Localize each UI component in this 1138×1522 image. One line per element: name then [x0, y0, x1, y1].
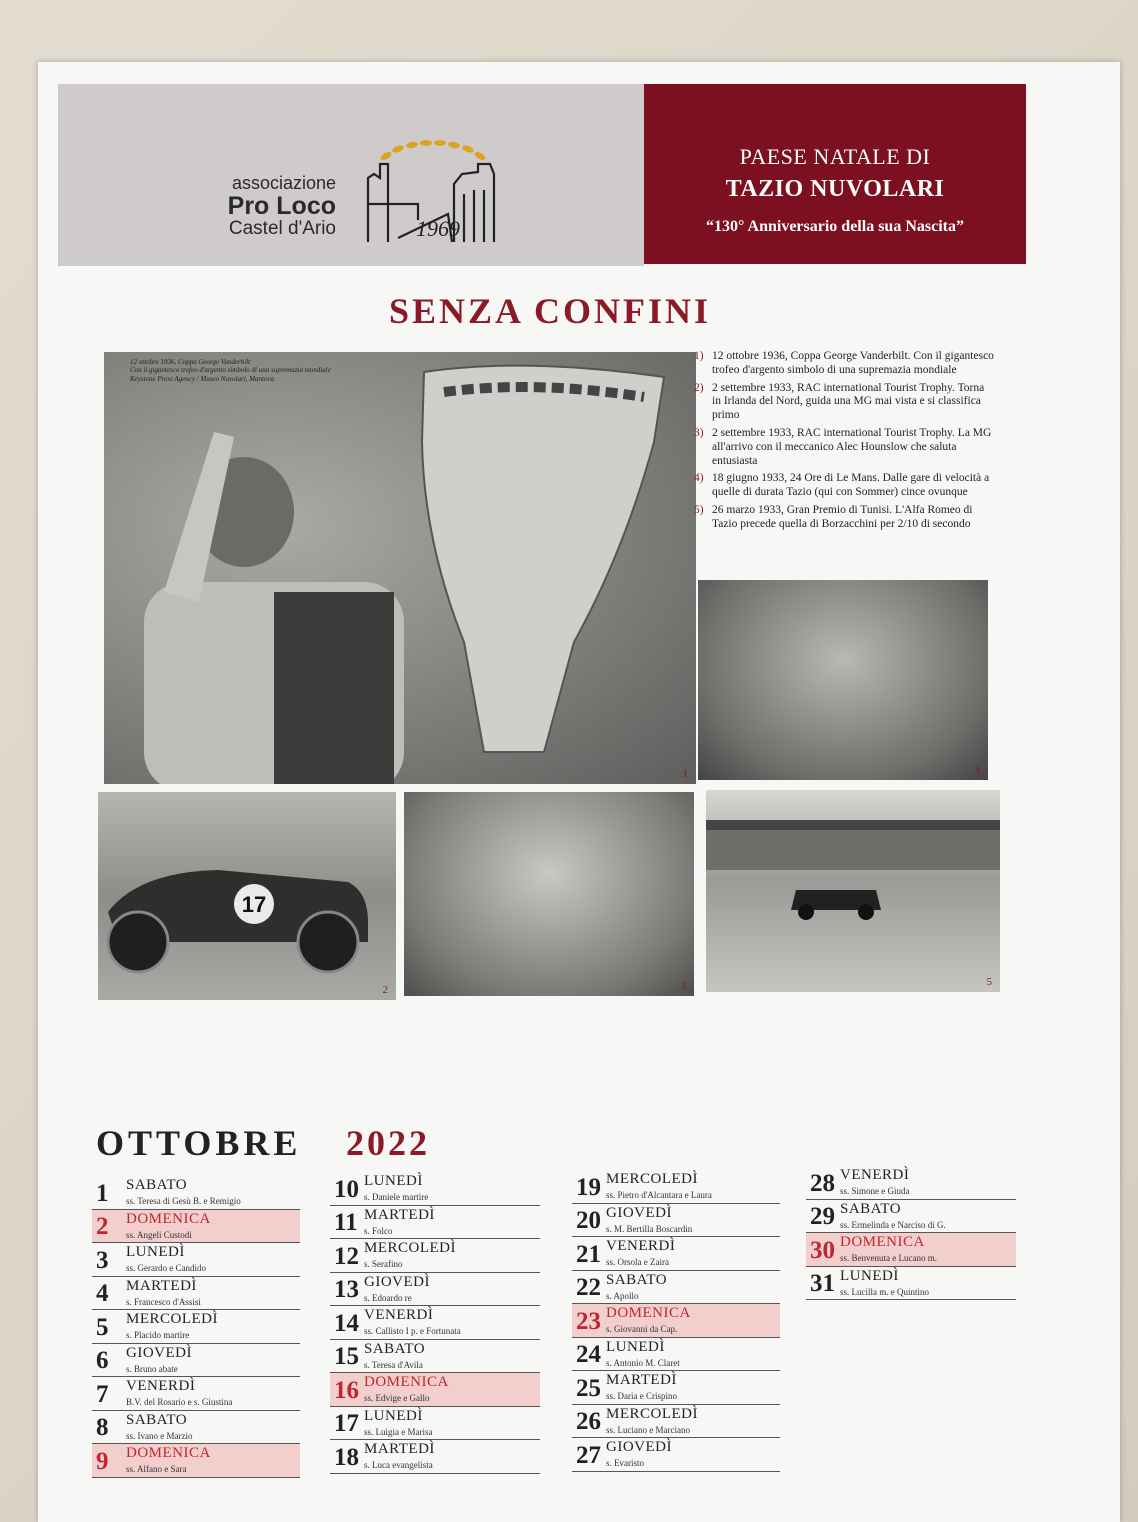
day-saint: ss. Alfano e Sara — [126, 1464, 187, 1474]
day-saint: s. Antonio M. Claret — [606, 1357, 680, 1368]
photo-tunisi — [706, 790, 1000, 992]
calendar-day-row — [330, 1373, 540, 1407]
day-number: 9 — [96, 1447, 109, 1475]
car-number: 17 — [241, 892, 267, 917]
day-number: 2 — [96, 1213, 109, 1240]
day-saint: ss. Callisto I p. e Fortunata — [364, 1326, 461, 1336]
day-name: LUNEDÌ — [364, 1407, 423, 1424]
day-saint: s. Edoardo re — [364, 1292, 412, 1303]
day-number: 25 — [576, 1374, 601, 1402]
day-number: 30 — [810, 1236, 835, 1264]
page-title: SENZA CONFINI — [388, 291, 712, 331]
day-name: MARTEDÌ — [364, 1206, 435, 1223]
calendar-day-row — [330, 1206, 540, 1240]
day-saint: ss. Orsola e Zaira — [606, 1257, 669, 1267]
calendar-column-3 — [572, 1170, 780, 1472]
calendar-day-row — [572, 1170, 780, 1204]
day-number: 14 — [334, 1309, 359, 1337]
calendar-day-row — [330, 1239, 540, 1273]
photo-2-number: 2 — [382, 984, 388, 996]
calendar-day-row — [572, 1338, 780, 1372]
day-saint: ss. Luigia e Marisa — [364, 1426, 433, 1437]
photo-mg-car — [98, 792, 396, 1000]
calendar-day-row — [572, 1237, 780, 1271]
day-saint: s. Teresa d'Avila — [364, 1359, 423, 1370]
day-saint: s. Bruno abate — [126, 1363, 178, 1374]
day-name: SABATO — [126, 1177, 188, 1193]
day-saint: ss. Ermelinda e Narciso di G. — [840, 1219, 946, 1230]
calendar-day-row — [92, 1411, 300, 1445]
day-name: VENERDÌ — [606, 1238, 676, 1254]
day-number: 8 — [96, 1414, 109, 1441]
calendar-day-row — [330, 1340, 540, 1374]
day-name: MARTEDÌ — [364, 1441, 435, 1457]
day-saint: s. M. Bertilla Boscardin — [606, 1223, 693, 1234]
calendar-day-row — [92, 1176, 300, 1210]
header-title-panel — [644, 84, 1026, 264]
day-saint: ss. Luciano e Marciano — [606, 1424, 690, 1435]
day-name: DOMENICA — [606, 1305, 691, 1321]
calendar-day-row — [806, 1233, 1016, 1267]
header-line-1: PAESE NATALE DI — [739, 144, 931, 169]
day-number: 16 — [334, 1376, 359, 1404]
grandstand-illustration — [706, 790, 1000, 992]
calendar-day-row — [572, 1405, 780, 1439]
calendar-day-row — [572, 1271, 780, 1305]
day-saint: ss. Daria e Crispino — [606, 1391, 677, 1401]
day-name: DOMENICA — [126, 1210, 211, 1227]
calendar-day-row — [92, 1377, 300, 1411]
day-number: 3 — [96, 1246, 109, 1274]
day-name: SABATO — [364, 1340, 426, 1357]
calendar-day-row — [330, 1273, 540, 1307]
day-saint: ss. Pietro d'Alcantara e Laura — [606, 1190, 712, 1200]
day-saint: ss. Simone e Giuda — [840, 1186, 910, 1196]
photo-4-number: 4 — [974, 764, 980, 776]
calendar-day-row — [92, 1310, 300, 1344]
day-saint: s. Folco — [364, 1225, 393, 1236]
day-number: 26 — [576, 1408, 601, 1435]
calendar-day-row — [572, 1371, 780, 1405]
caption-text: 12 ottobre 1936, Coppa George Vanderbilt. Con il gigantesco trofeo d'argento simbolo di una supremazia mondiale — [712, 350, 994, 376]
day-name: LUNEDÌ — [606, 1338, 665, 1355]
castle-emblem-icon — [358, 134, 508, 246]
day-saint: s. Evaristo — [606, 1458, 644, 1468]
day-name: MERCOLEDÌ — [606, 1171, 698, 1187]
emblem-year: 1969 — [416, 216, 460, 241]
photo-3-number: 3 — [680, 980, 686, 992]
calendar-day-row — [806, 1200, 1016, 1234]
trophy-illustration — [104, 352, 696, 784]
caption-item — [694, 472, 994, 500]
day-number: 19 — [576, 1173, 601, 1201]
photo-1-caption: 12 ottobre 1936, Coppa George Vanderbilt Con il gigantesco trofeo d'argento simbolo di una supremazia mondiale Keystone Press Agency / Museo Nuvolari, Mantova — [130, 358, 331, 383]
calendar-day-row — [92, 1344, 300, 1378]
day-number: 6 — [96, 1347, 109, 1374]
race-car-illustration — [98, 792, 396, 1000]
day-number: 1 — [96, 1179, 109, 1207]
caption-item — [694, 382, 994, 423]
day-name: GIOVEDÌ — [606, 1439, 672, 1455]
header-logo-panel — [58, 84, 644, 266]
day-saint: s. Placido martire — [126, 1330, 190, 1340]
calendar-day-row — [330, 1306, 540, 1340]
day-name: VENERDÌ — [126, 1378, 196, 1394]
caption-item — [694, 427, 994, 468]
photo-celebration — [404, 792, 694, 996]
caption-number: 3) — [694, 426, 704, 439]
day-name: LUNEDÌ — [840, 1267, 899, 1284]
day-number: 15 — [334, 1343, 359, 1370]
day-saint: ss. Ivano e Marzio — [126, 1430, 193, 1441]
day-saint: s. Giovanni da Cap. — [606, 1324, 678, 1334]
day-number: 5 — [96, 1313, 109, 1341]
calendar-day-row — [330, 1407, 540, 1441]
day-number: 10 — [334, 1175, 359, 1203]
logo-line-1: associazione — [231, 173, 336, 193]
calendar-column-4 — [806, 1166, 1016, 1300]
day-number: 17 — [334, 1410, 359, 1437]
day-number: 29 — [810, 1203, 835, 1230]
day-number: 20 — [576, 1207, 601, 1234]
calendar-day-row — [806, 1166, 1016, 1200]
photo-le-mans — [698, 580, 988, 780]
day-name: GIOVEDÌ — [364, 1273, 430, 1290]
pro-loco-logo-text — [206, 174, 336, 239]
day-name: MERCOLEDÌ — [606, 1405, 698, 1422]
day-number: 28 — [810, 1169, 835, 1197]
day-name: DOMENICA — [364, 1374, 449, 1390]
day-number: 21 — [576, 1240, 601, 1268]
calendar-column-2 — [330, 1172, 540, 1474]
day-name: VENERDÌ — [364, 1307, 434, 1323]
day-name: MARTEDÌ — [606, 1372, 677, 1388]
calendar-day-row — [572, 1204, 780, 1238]
caption-number: 1) — [694, 350, 704, 362]
day-saint: s. Apollo — [606, 1290, 639, 1301]
day-number: 27 — [576, 1441, 601, 1469]
calendar-day-row — [572, 1438, 780, 1472]
day-saint: ss. Edvige e Gallo — [364, 1393, 430, 1403]
calendar-month: OTTOBRE — [96, 1123, 302, 1163]
day-saint: B.V. del Rosario e s. Giustina — [126, 1397, 233, 1407]
photo-5-number: 5 — [986, 976, 992, 988]
caption-text: 2 settembre 1933, RAC international Tourist Trophy. La MG all'arrivo con il meccanico Alec Hounslow che saluta entusiasta — [712, 426, 992, 467]
caption-number: 2) — [694, 381, 704, 394]
day-name: DOMENICA — [840, 1234, 925, 1250]
calendar-day-row — [92, 1277, 300, 1311]
day-saint: ss. Angeli Custodi — [126, 1229, 192, 1240]
calendar-day-row — [92, 1243, 300, 1277]
calendar-day-row — [806, 1267, 1016, 1301]
day-number: 11 — [334, 1209, 358, 1236]
caption-text: 18 giugno 1933, 24 Ore di Le Mans. Dalle gare di velocità a quelle di durata Tazio (qui con Sommer) cince ovunque — [712, 472, 990, 499]
day-saint: s. Daniele martire — [364, 1192, 429, 1202]
logo-line-3: Castel d'Ario — [228, 218, 336, 240]
caption-item — [694, 350, 994, 378]
calendar-year: 2022 — [346, 1123, 430, 1163]
header-line-3: “130° Anniversario della sua Nascita” — [706, 218, 964, 235]
day-number: 23 — [576, 1307, 601, 1335]
day-name: SABATO — [126, 1411, 188, 1428]
calendar-day-row — [92, 1444, 300, 1478]
day-saint: ss. Teresa di Gesù B. e Remigio — [126, 1196, 241, 1206]
day-name: LUNEDÌ — [126, 1244, 185, 1260]
day-number: 22 — [576, 1274, 601, 1301]
photo-captions — [694, 350, 994, 536]
photo-trophy — [104, 352, 696, 784]
day-name: MERCOLEDÌ — [126, 1311, 218, 1327]
day-name: MERCOLEDÌ — [364, 1240, 456, 1256]
caption-text: 2 settembre 1933, RAC international Tourist Trophy. Torna in Irlanda del Nord, guida una MG mai vista e si classifica primo — [712, 381, 985, 422]
day-name: MARTEDÌ — [126, 1277, 197, 1294]
day-number: 4 — [96, 1280, 109, 1307]
logo-line-2: Pro Loco — [227, 191, 336, 220]
calendar-day-row — [330, 1172, 540, 1206]
caption-number: 5) — [694, 503, 704, 516]
day-saint: ss. Benvenuta e Lucano m. — [840, 1253, 937, 1263]
day-number: 31 — [810, 1270, 835, 1297]
calendar-column-1 — [92, 1176, 300, 1478]
caption-number: 4) — [694, 472, 704, 485]
day-number: 7 — [96, 1380, 109, 1408]
calendar-day-row — [572, 1304, 780, 1338]
day-name: DOMENICA — [126, 1445, 211, 1461]
day-saint: ss. Lucilla m. e Quintino — [840, 1286, 929, 1297]
day-name: GIOVEDÌ — [606, 1204, 672, 1221]
day-name: SABATO — [606, 1271, 668, 1288]
caption-item — [694, 504, 994, 532]
day-saint: s. Serafino — [364, 1259, 403, 1269]
day-name: LUNEDÌ — [364, 1173, 423, 1189]
calendar-day-row — [92, 1210, 300, 1244]
day-number: 13 — [334, 1276, 359, 1303]
day-name: GIOVEDÌ — [126, 1344, 192, 1361]
caption-text: 26 marzo 1933, Gran Premio di Tunisi. L'Alfa Romeo di Tazio precede quella di Borzacchini per 2/10 di secondo — [712, 503, 973, 530]
day-name: SABATO — [840, 1200, 902, 1217]
day-saint: s. Francesco d'Assisi — [126, 1296, 201, 1307]
day-name: VENERDÌ — [840, 1167, 910, 1183]
photo-1-number: 1 — [682, 768, 688, 780]
calendar-day-row — [330, 1440, 540, 1474]
header-line-2: TAZIO NUVOLARI — [725, 176, 945, 202]
day-saint: ss. Gerardo e Candido — [126, 1263, 206, 1273]
day-number: 12 — [334, 1242, 359, 1270]
day-number: 18 — [334, 1443, 359, 1471]
day-number: 24 — [576, 1341, 601, 1368]
day-saint: s. Luca evangelista — [364, 1460, 433, 1470]
